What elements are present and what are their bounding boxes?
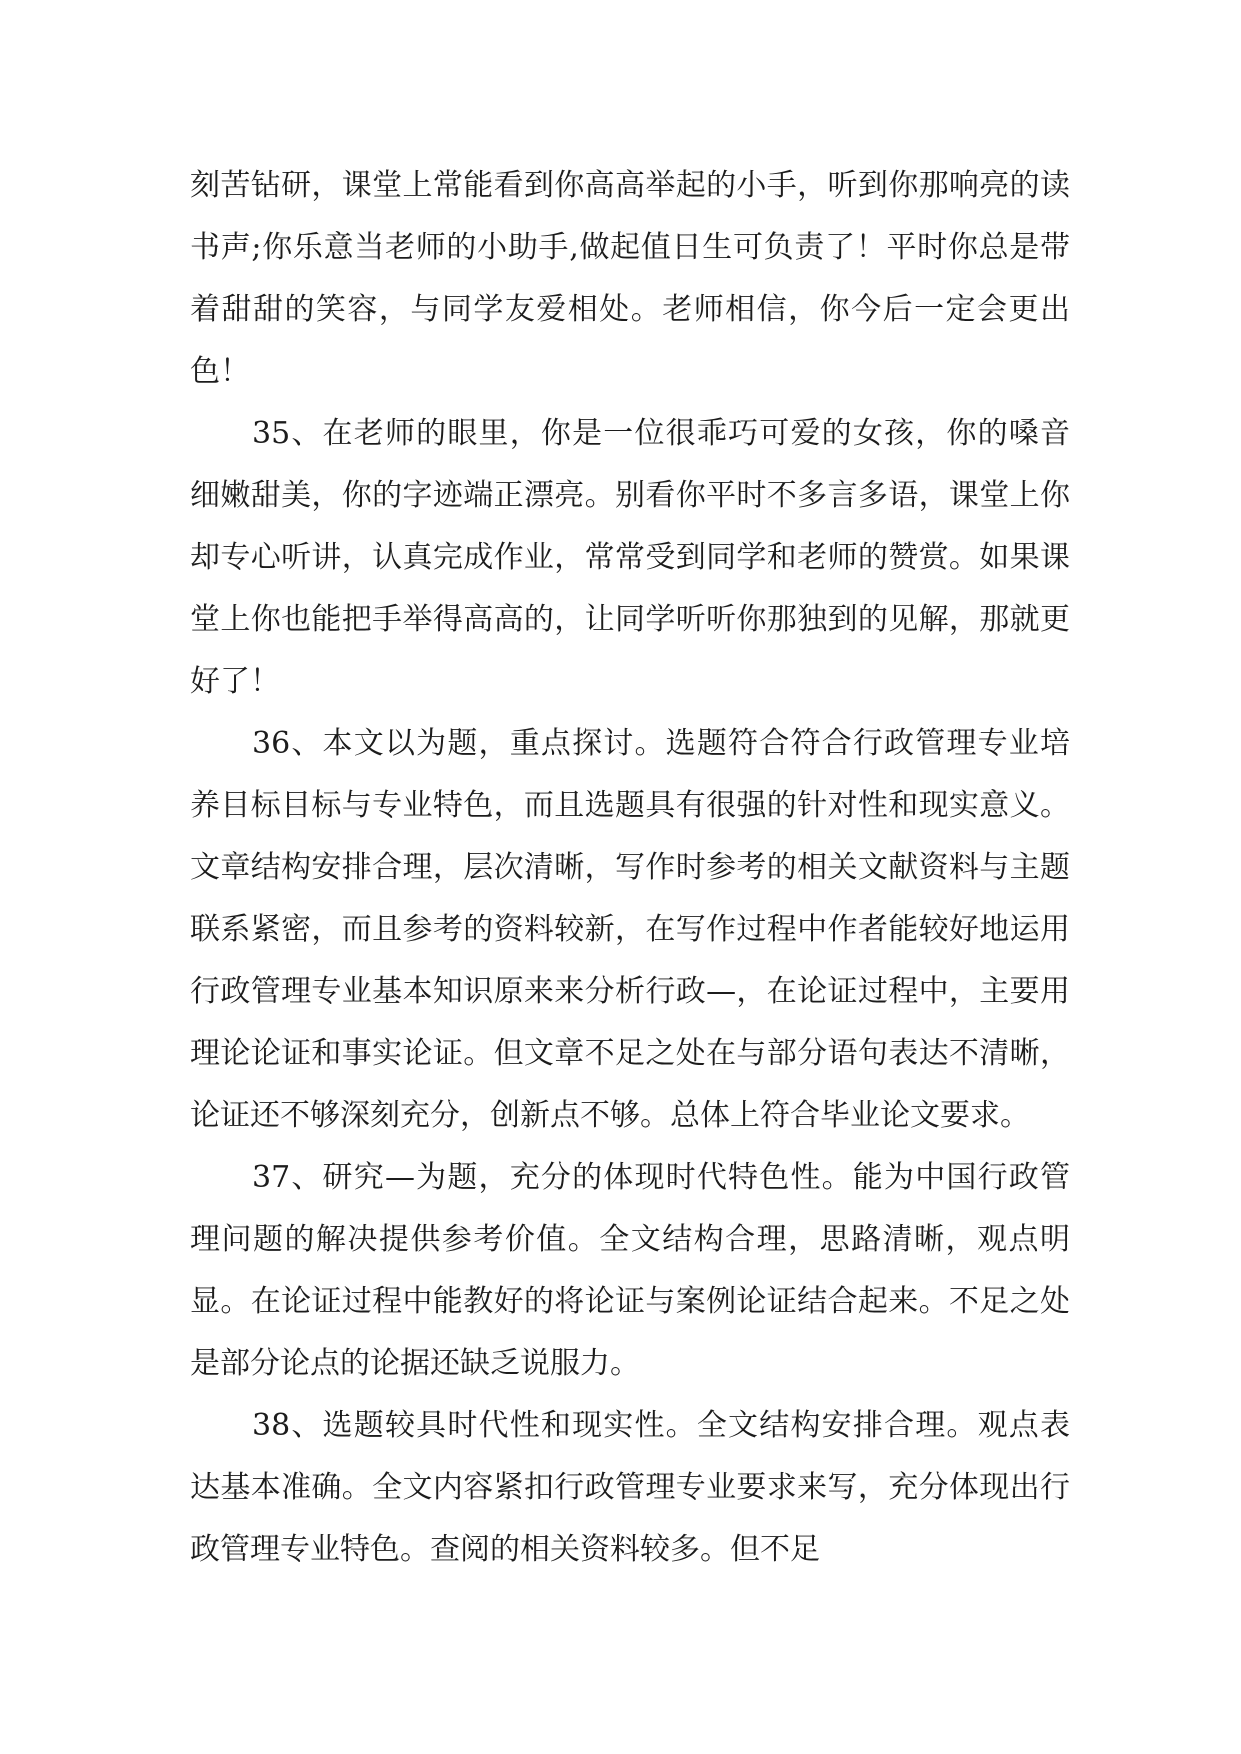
paragraph-38: 38、选题较具时代性和现实性。全文结构安排合理。观点表达基本准确。全文内容紧扣行政管理专业要求来写，充分体现出行政管理专业特色。查阅的相关资料较多。但不足 <box>190 1408 1070 1567</box>
document-body <box>190 155 1070 1581</box>
paragraph-35: 35、在老师的眼里，你是一位很乖巧可爱的女孩，你的嗓音细嫩甜美，你的字迹端正漂亮。别看你平时不多言多语，课堂上你却专心听讲，认真完成作业，常常受到同学和老师的赞赏。如果课堂上你也能把手举得高高的，让同学听听你那独到的见解，那就更好了！ <box>190 416 1070 699</box>
paragraph-36: 36、本文以为题，重点探讨。选题符合符合行政管理专业培养目标目标与专业特色，而且选题具有很强的针对性和现实意义。文章结构安排合理，层次清晰，写作时参考的相关文献资料与主题联系紧密，而且参考的资料较新，在写作过程中作者能较好地运用行政管理专业基本知识原来来分析行政—，在论证过程中，主要用理论论证和事实论证。但文章不足之处在与部分语句表达不清晰，论证还不够深刻充分，创新点不够。总体上符合毕业论文要求。 <box>190 726 1070 1133</box>
paragraph-37: 37、研究—为题，充分的体现时代特色性。能为中国行政管理问题的解决提供参考价值。全文结构合理，思路清晰，观点明显。在论证过程中能教好的将论证与案例论证结合起来。不足之处是部分论点的论据还缺乏说服力。 <box>190 1160 1070 1381</box>
paragraph-34-continued: 刻苦钻研，课堂上常能看到你高高举起的小手，听到你那响亮的读书声;你乐意当老师的小助手,做起值日生可负责了！平时你总是带着甜甜的笑容，与同学友爱相处。老师相信，你今后一定会更出色！ <box>190 168 1070 389</box>
